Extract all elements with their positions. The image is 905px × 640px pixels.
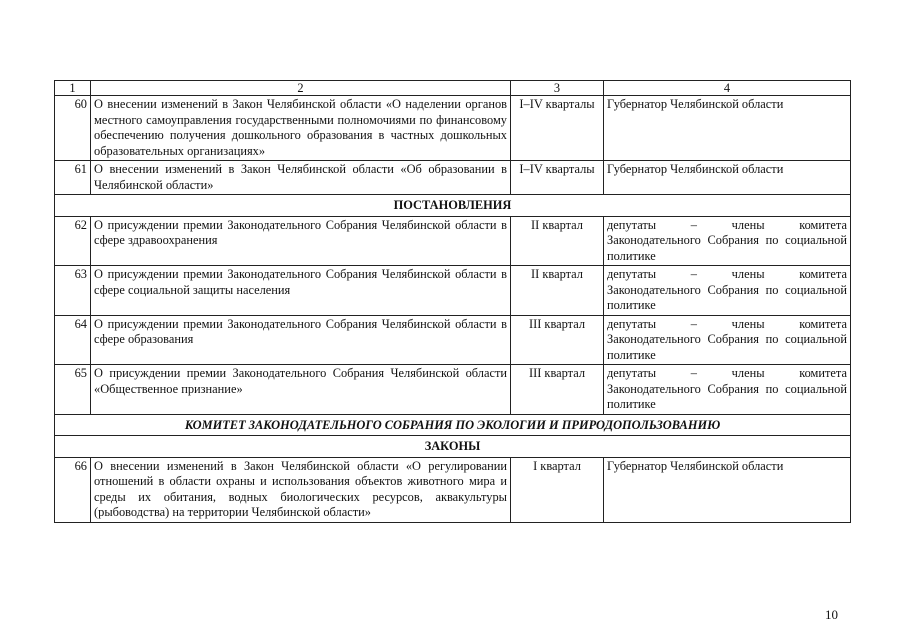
table-row: [55, 365, 851, 415]
row-title: О внесении изменений в Закон Челябинской области «Об образовании в Челябинской области»: [91, 161, 511, 195]
row-number: 61: [55, 161, 91, 195]
table-row: [55, 216, 851, 266]
row-responsible: Губернатор Челябинской области: [604, 161, 851, 195]
row-title: О присуждении премии Законодательного Собрания Челябинской области в сфере здравоохранения: [91, 216, 511, 266]
row-number: 64: [55, 315, 91, 365]
table-row: [55, 315, 851, 365]
section-header-row: [55, 436, 851, 458]
row-period: I квартал: [511, 457, 604, 522]
row-number: 63: [55, 266, 91, 316]
row-number: 60: [55, 96, 91, 161]
header-col-3: 3: [511, 81, 604, 96]
row-number: 62: [55, 216, 91, 266]
row-responsible: депутаты – члены комитета Законодательного Собрания по социальной политике: [604, 216, 851, 266]
row-title: О присуждении премии Законодательного Собрания Челябинской области в сфере социальной защиты населения: [91, 266, 511, 316]
row-responsible: Губернатор Челябинской области: [604, 457, 851, 522]
row-period: III квартал: [511, 365, 604, 415]
header-col-2: 2: [91, 81, 511, 96]
plan-table: [54, 80, 851, 523]
table-row: [55, 266, 851, 316]
table-row: [55, 161, 851, 195]
row-period: II квартал: [511, 216, 604, 266]
table-row: [55, 96, 851, 161]
row-period: I–IV кварталы: [511, 96, 604, 161]
row-period: I–IV кварталы: [511, 161, 604, 195]
header-col-1: 1: [55, 81, 91, 96]
table-row: [55, 457, 851, 522]
page-number: 10: [825, 607, 838, 622]
section-header-row: [55, 195, 851, 217]
committee-header-row: [55, 414, 851, 436]
row-responsible: депутаты – члены комитета Законодательного Собрания по социальной политике: [604, 365, 851, 415]
row-period: III квартал: [511, 315, 604, 365]
row-responsible: Губернатор Челябинской области: [604, 96, 851, 161]
row-number: 65: [55, 365, 91, 415]
row-responsible: депутаты – члены комитета Законодательного Собрания по социальной политике: [604, 266, 851, 316]
table-header-row: [55, 81, 851, 96]
section-title: ПОСТАНОВЛЕНИЯ: [55, 195, 851, 217]
row-number: 66: [55, 457, 91, 522]
section-title: ЗАКОНЫ: [55, 436, 851, 458]
row-period: II квартал: [511, 266, 604, 316]
row-responsible: депутаты – члены комитета Законодательного Собрания по социальной политике: [604, 315, 851, 365]
row-title: О присуждении премии Законодательного Собрания Челябинской области в сфере образования: [91, 315, 511, 365]
row-title: О внесении изменений в Закон Челябинской области «О регулировании отношений в области охраны и использования объектов животного мира и среды их обитания, водных биологических ресурсов, аквакультуры (рыбоводства) на территории Челябинской области»: [91, 457, 511, 522]
row-title: О присуждении премии Законодательного Собрания Челябинской области «Общественное признание»: [91, 365, 511, 415]
committee-title: КОМИТЕТ ЗАКОНОДАТЕЛЬНОГО СОБРАНИЯ ПО ЭКОЛОГИИ И ПРИРОДОПОЛЬЗОВАНИЮ: [55, 414, 851, 436]
row-title: О внесении изменений в Закон Челябинской области «О наделении органов местного самоуправления государственными полномочиями по финансовому обеспечению получения дошкольного образования в частных дошкольных образовательных организациях»: [91, 96, 511, 161]
header-col-4: 4: [604, 81, 851, 96]
